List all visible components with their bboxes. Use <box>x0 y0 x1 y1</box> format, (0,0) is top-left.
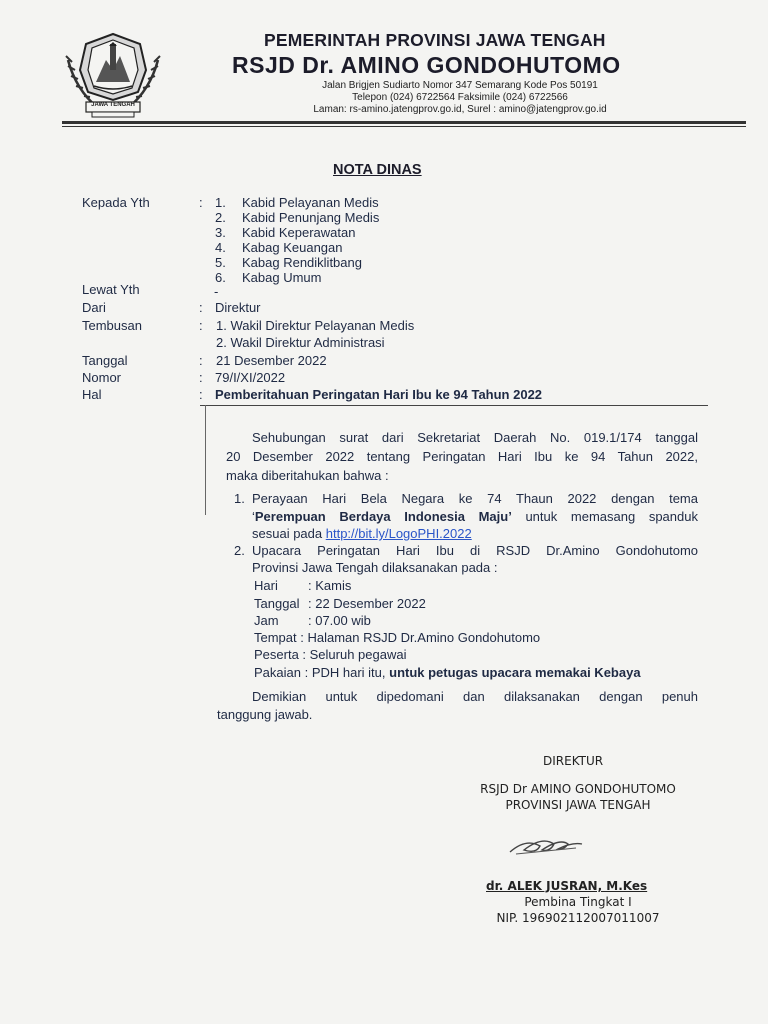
lewat-label: Lewat Yth <box>82 282 140 297</box>
signature-nip: NIP. 196902112007011007 <box>496 911 660 925</box>
colon: : <box>199 318 203 333</box>
tembusan-item: 1. Wakil Direktur Pelayanan Medis <box>216 318 415 333</box>
colon: : <box>199 300 203 315</box>
list-item-number: 6. <box>215 270 226 285</box>
colon: : <box>199 195 203 210</box>
signature-role: DIREKTUR <box>543 754 604 768</box>
tanggal-value: 21 Desember 2022 <box>216 353 327 368</box>
point-1-number: 1. <box>234 491 245 506</box>
closing-line-1: Demikian untuk dipedomani dan dilaksanakan dengan penuh <box>252 689 698 704</box>
header-phone: Telepon (024) 6722564 Faksimile (024) 6722566 <box>352 92 568 103</box>
province-logo <box>58 30 168 120</box>
dari-label: Dari <box>82 300 106 315</box>
margin-line <box>205 405 206 515</box>
signature-scribble-icon <box>506 830 586 862</box>
header-address: Jalan Brigjen Sudiarto Nomor 347 Semarang Kode Pos 50191 <box>322 80 598 91</box>
dari-value: Direktur <box>215 300 261 315</box>
intro-line-3: maka diberitahukan bahwa : <box>226 468 389 483</box>
signature-name: dr. ALEK JUSRAN, M.Kes <box>486 879 648 893</box>
peserta-line: Peserta : Seluruh pegawai <box>254 647 407 662</box>
jam-value: : 07.00 wib <box>308 613 371 628</box>
handwritten-signature <box>506 830 586 867</box>
pakaian-text: Pakaian : PDH hari itu, <box>254 665 390 680</box>
signature-org-1: RSJD Dr AMINO GONDOHUTOMO <box>480 782 676 796</box>
hari-label: Hari <box>254 578 278 593</box>
jam-label: Jam <box>254 613 279 628</box>
tanggal-label: Tanggal <box>82 353 128 368</box>
point-2-line-1: Upacara Peringatan Hari Ibu di RSJD Dr.Amino Gondohutomo <box>252 543 698 558</box>
point-2-number: 2. <box>234 543 245 558</box>
header-hospital-name: RSJD Dr. AMINO GONDOHUTOMO <box>232 52 621 78</box>
tanggal-acara-label: Tanggal <box>254 596 300 611</box>
logo-caption: JAWA TENGAH <box>91 102 135 108</box>
hal-label: Hal <box>82 387 102 402</box>
signature-org-2: PROVINSI JAWA TENGAH <box>505 798 651 812</box>
list-item-number: 2. <box>215 210 226 225</box>
tanggal-acara-value: : 22 Desember 2022 <box>308 596 426 611</box>
list-item: Kabid Keperawatan <box>242 225 356 240</box>
list-item: Kabag Rendiklitbang <box>242 255 362 270</box>
list-item-number: 5. <box>215 255 226 270</box>
logo-link[interactable]: http://bit.ly/LogoPHI.2022 <box>325 526 472 541</box>
list-item-number: 3. <box>215 225 226 240</box>
colon: : <box>199 370 203 385</box>
fields-separator <box>200 405 708 406</box>
document-title: NOTA DINAS <box>333 162 422 178</box>
colon: : <box>199 387 203 402</box>
intro-line-1: Sehubungan surat dari Sekretariat Daerah No. 019.1/174 tanggal <box>252 430 698 445</box>
list-item: Kabid Pelayanan Medis <box>242 195 379 210</box>
pakaian-bold-text: untuk petugas upacara memakai Kebaya <box>389 665 641 680</box>
point-1-line-3-text: sesuai pada <box>252 526 326 541</box>
header-rule-thin <box>62 126 746 127</box>
colon: : <box>199 353 203 368</box>
pakaian-line <box>254 663 641 682</box>
point-2-line-2: Provinsi Jawa Tengah dilaksanakan pada : <box>252 560 498 575</box>
tempat-line: Tempat : Halaman RSJD Dr.Amino Gondohutomo <box>254 630 541 645</box>
header-government: PEMERINTAH PROVINSI JAWA TENGAH <box>264 30 606 50</box>
list-item: Kabag Keuangan <box>242 240 343 255</box>
hari-value: : Kamis <box>308 578 352 593</box>
signature-rank: Pembina Tingkat I <box>524 895 632 909</box>
quote-mark: ‘ <box>252 509 255 524</box>
tembusan-item: 2. Wakil Direktur Administrasi <box>216 335 385 350</box>
list-item: Kabid Penunjang Medis <box>242 210 380 225</box>
lewat-value: - <box>214 284 219 299</box>
list-item-number: 1. <box>215 195 226 210</box>
closing-line-2: tanggung jawab. <box>217 707 313 722</box>
header-web: Laman: rs-amino.jatengprov.go.id, Surel : amino@jatengprov.go.id <box>313 104 607 115</box>
list-item-number: 4. <box>215 240 226 255</box>
nomor-value: 79/I/XI/2022 <box>215 370 286 385</box>
list-item: Kabag Umum <box>242 270 322 285</box>
intro-line-2: 20 Desember 2022 tentang Peringatan Hari Ibu ke 94 Tahun 2022, <box>226 449 698 464</box>
tembusan-label: Tembusan <box>82 318 142 333</box>
hal-value: Pemberitahuan Peringatan Hari Ibu ke 94 Tahun 2022 <box>215 387 543 402</box>
header-rule-thick <box>62 121 746 124</box>
kepada-label: Kepada Yth <box>82 195 150 210</box>
point-1-line-2-rest: untuk memasang spanduk <box>511 509 698 524</box>
nomor-label: Nomor <box>82 370 122 385</box>
theme-text: Perempuan Berdaya Indonesia Maju’ <box>254 509 512 524</box>
point-1-line-1: Perayaan Hari Bela Negara ke 74 Thaun 2022 dengan tema <box>252 491 698 506</box>
